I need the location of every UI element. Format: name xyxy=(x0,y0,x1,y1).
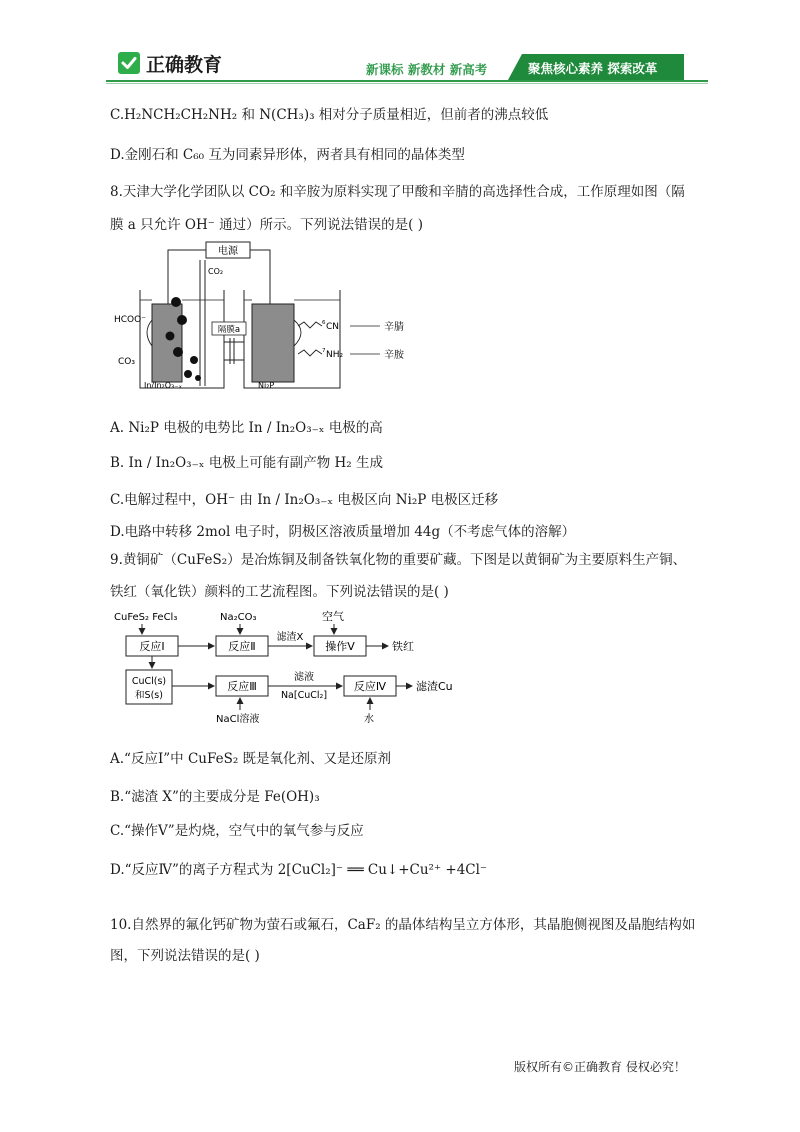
q8-option-b: B. In / In₂O₃₋ₓ 电极上可能有副产物 H₂ 生成 xyxy=(110,455,383,471)
logo-check-icon xyxy=(118,52,140,74)
air-label: 空气 xyxy=(322,610,344,623)
header-slogan: 新课标 新教材 新高考 xyxy=(366,62,488,77)
q8-stem-line1: 8.天津大学化学团队以 CO₂ 和辛胺为原料实现了甲酸和辛腈的高选择性合成，工作原理如图（隔 xyxy=(110,184,685,200)
cathode-electrode xyxy=(252,304,294,382)
q9-option-d: D.“反应Ⅳ”的离子方程式为 2[CuCl₂]⁻ ══ Cu↓+Cu²⁺ +4Cl⁻ xyxy=(110,862,488,878)
nitrile-group-label: CN xyxy=(326,322,340,332)
q8-option-d: D.电路中转移 2mol 电子时，阴极区溶液质量增加 44g（不考虑气体的溶解） xyxy=(110,524,576,540)
header-divider-thin xyxy=(106,83,708,84)
operation-5-box: 操作Ⅴ xyxy=(325,640,355,653)
na-cucl2-label: Na[CuCl₂] xyxy=(280,690,328,701)
reaction-1-box: 反应Ⅰ xyxy=(139,640,165,653)
raw-materials-label: CuFeS₂ FeCl₃ xyxy=(114,612,178,623)
chain-subscript-6: 6 xyxy=(322,320,326,326)
chain-subscript-7: 7 xyxy=(322,348,326,354)
copyright-footer: 版权所有©正确教育 侵权必究！ xyxy=(514,1060,686,1074)
residue-x-label: 滤渣X xyxy=(276,632,304,643)
cucl-label-line2: 和S(s) xyxy=(135,690,163,701)
power-source-label: 电源 xyxy=(218,246,238,257)
q8-option-c: C.电解过程中，OH⁻ 由 In / In₂O₃₋ₓ 电极区向 Ni₂P 电极区迁移 xyxy=(110,492,499,508)
q10-stem-line2: 图，下列说法错误的是( ) xyxy=(110,948,260,964)
amine-name-label: 辛胺 xyxy=(384,350,404,361)
q7-option-d: D.金刚石和 C₆₀ 互为同素异形体，两者具有相同的晶体类型 xyxy=(110,147,465,163)
q7-option-c: C.H₂NCH₂CH₂NH₂ 和 N(CH₃)₃ 相对分子质量相近，但前者的沸点较低 xyxy=(110,107,549,123)
nitrile-name-label: 辛腈 xyxy=(384,322,404,333)
filtrate-label: 滤液 xyxy=(294,672,314,683)
q10-stem-line1: 10.自然界的氟化钙矿物为萤石或氟石，CaF₂ 的晶体结构呈立方体形，其晶胞侧视图及晶胞结构如 xyxy=(110,917,696,933)
reaction-3-box: 反应Ⅲ xyxy=(227,680,257,693)
electrolysis-cell-diagram xyxy=(112,238,442,396)
nacl-solution-label: NaCl溶液 xyxy=(216,714,260,725)
q8-option-a: A. Ni₂P 电极的电势比 In / In₂O₃₋ₓ 电极的高 xyxy=(110,420,383,436)
reaction-4-box: 反应Ⅳ xyxy=(353,680,387,693)
water-label: 水 xyxy=(364,714,374,725)
process-flow-chart xyxy=(112,606,472,726)
q9-stem-line2: 铁红（氧化铁）颜料的工艺流程图。下列说法错误的是( ) xyxy=(110,584,449,600)
co2-inlet-label: CO₂ xyxy=(208,267,224,276)
na2co3-label: Na₂CO₃ xyxy=(220,612,257,623)
brand-name: 正确教育 xyxy=(146,54,223,76)
header-divider xyxy=(106,80,708,82)
iron-red-label: 铁红 xyxy=(392,640,414,653)
q9-stem-line1: 9.黄铜矿（CuFeS₂）是冶炼铜及制备铁氧化物的重要矿藏。下图是以黄铜矿为主要原料生产铜、 xyxy=(110,552,687,568)
cathode-label: Ni₂P xyxy=(258,381,275,390)
q9-option-b: B.“滤渣 X”的主要成分是 Fe(OH)₃ xyxy=(110,789,320,805)
amine-group-label: NH₂ xyxy=(326,350,344,360)
q9-option-a: A.“反应Ⅰ”中 CuFeS₂ 既是氧化剂、又是还原剂 xyxy=(110,751,392,767)
anode-label: In/In₂O₃₋ₓ xyxy=(144,381,183,390)
formate-label: HCOO⁻ xyxy=(114,315,146,325)
header-banner-text: 聚焦核心素养 探索改革 xyxy=(528,61,658,76)
anode-electrode xyxy=(152,304,182,382)
q9-option-c: C.“操作Ⅴ”是灼烧，空气中的氧气参与反应 xyxy=(110,823,364,839)
membrane-label: 隔膜a xyxy=(217,325,241,335)
reaction-2-box: 反应Ⅱ xyxy=(228,640,256,653)
cucl-label-line1: CuCl(s) xyxy=(131,676,167,687)
co3-label: CO₃ xyxy=(118,357,135,367)
residue-cu-label: 滤渣Cu xyxy=(416,680,453,693)
q8-stem-line2: 膜 a 只允许 OH⁻ 通过）所示。下列说法错误的是( ) xyxy=(110,217,424,233)
